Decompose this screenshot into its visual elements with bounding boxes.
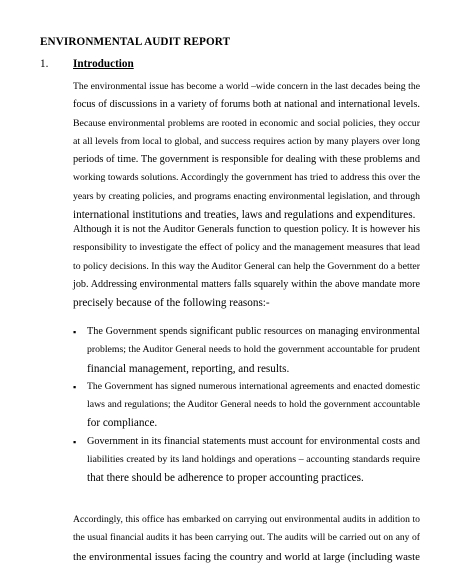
paragraph-line: international institutions and treaties, laws and regulations and expenditures. [73,209,416,222]
bullet-line: financial management, reporting, and results. [87,362,290,375]
paragraph-line: the usual financial audits it has been carrying out. The audits will be carried out on any of [73,532,420,544]
paragraph-line: The environmental issue has become a world –wide concern in the last decades being the [73,81,420,92]
bullet-item [73,323,420,378]
section-number: 1. [40,58,49,70]
square-bullet-icon: ▪ [73,327,77,337]
paragraph-line: the environmental issues facing the country and world at large (including waste [73,550,420,563]
intro-paragraph-3 [73,511,420,566]
bullet-line: for compliance. [87,417,158,430]
bullet-line: The Government has signed numerous international agreements and enacted domestic [87,380,420,392]
paragraph-line: to policy decisions. In this way the Auditor General can help the Government do a better [73,260,420,272]
paragraph-line: periods of time. The government is responsible for dealing with these problems and [73,154,420,166]
bullet-line: that there should be adherence to proper accounting practices. [87,472,364,485]
bullet-line: problems; the Auditor General needs to hold the government accountable for prudent [87,344,420,356]
reasons-bullet-list [73,323,420,488]
square-bullet-icon: ▪ [73,381,77,392]
intro-paragraph-2 [73,221,420,312]
paragraph-line: job. Addressing environmental matters falls squarely within the above mandate more [73,278,420,290]
report-title: ENVIRONMENTAL AUDIT REPORT [40,36,231,48]
intro-paragraph-1 [73,78,420,224]
paragraph-line: focus of discussions in a variety of forums both at national and international levels. [73,99,420,111]
paragraph-line: Because environmental problems are rooted in economic and social policies, they occur [73,117,420,129]
bullet-line: liabilities created by its land holdings and operations – accounting standards require [87,454,420,466]
bullet-item [73,433,420,488]
section-heading: Introduction [73,58,134,70]
paragraph-line: precisely because of the following reasons:- [73,297,270,310]
paragraph-line: at all levels from local to global, and success requires action by many players over long [73,135,420,147]
bullet-line: Government in its financial statements must account for environmental costs and [87,435,420,447]
paragraph-line: responsibility to investigate the effect of policy and the management measures that lead [73,242,420,254]
paragraph-line: Although it is not the Auditor Generals function to question policy. It is however his [73,224,420,235]
paragraph-line: Accordingly, this office has embarked on carrying out environmental audits in addition to [73,514,420,525]
bullet-item [73,378,420,433]
bullet-line: laws and regulations; the Auditor General needs to hold the government accountable [87,399,420,411]
square-bullet-icon: ▪ [73,436,77,447]
bullet-line: The Government spends significant public resources on managing environmental [87,326,420,337]
paragraph-line: years by creating policies, and programs enacting environmental legislation, and through [73,190,420,202]
paragraph-line: working towards solutions. Accordingly the government has tried to address this over the [73,172,420,184]
